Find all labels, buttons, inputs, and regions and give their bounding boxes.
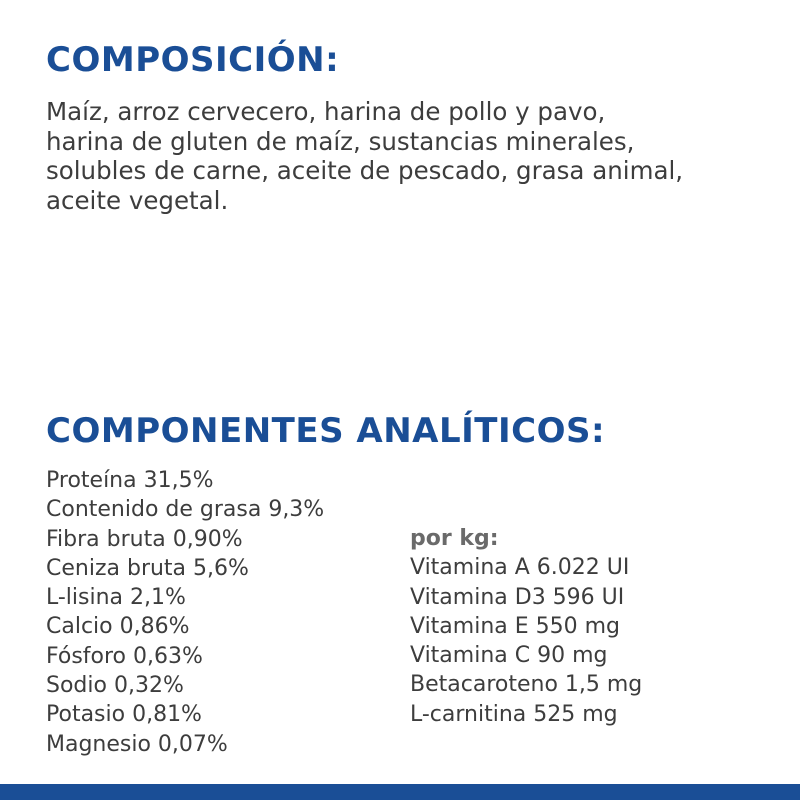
composition-line: aceite vegetal. xyxy=(46,185,229,215)
vitamins-subheading: por kg: xyxy=(410,526,499,551)
analytic-item: Fibra bruta 0,90% xyxy=(46,526,243,552)
composition-line: harina de gluten de maíz, sustancias minerales, xyxy=(46,126,635,156)
vitamins-list xyxy=(410,524,642,729)
composition-heading: COMPOSICIÓN: xyxy=(46,40,340,80)
analytics-heading: COMPONENTES ANALÍTICOS: xyxy=(46,411,606,451)
analytic-item: Ceniza bruta 5,6% xyxy=(46,555,249,581)
composition-line: solubles de carne, aceite de pescado, grasa animal, xyxy=(46,156,684,185)
analytic-item: Calcio 0,86% xyxy=(46,614,190,640)
vitamin-item: Vitamina A 6.022 UI xyxy=(410,555,630,581)
bottom-accent-bar xyxy=(0,784,800,800)
analytic-item: Proteína 31,5% xyxy=(46,468,214,493)
composition-line: Maíz, arroz cervecero, harina de pollo y pavo, xyxy=(46,97,606,126)
vitamin-item: L-carnitina 525 mg xyxy=(410,701,618,727)
analytic-item: L-lisina 2,1% xyxy=(46,585,186,611)
vitamin-item: Vitamina E 550 mg xyxy=(410,613,621,639)
vitamin-item: Betacaroteno 1,5 mg xyxy=(410,672,643,698)
analytic-item: Sodio 0,32% xyxy=(46,673,184,699)
analytics-list xyxy=(46,466,324,759)
analytic-item: Contenido de grasa 9,3% xyxy=(46,497,325,523)
analytic-item: Fósforo 0,63% xyxy=(46,643,203,669)
analytic-item: Magnesio 0,07% xyxy=(46,731,228,757)
composition-text xyxy=(46,97,776,215)
vitamin-item: Vitamina D3 596 UI xyxy=(410,584,625,610)
vitamin-item: Vitamina C 90 mg xyxy=(410,643,608,669)
analytic-item: Potasio 0,81% xyxy=(46,702,202,728)
